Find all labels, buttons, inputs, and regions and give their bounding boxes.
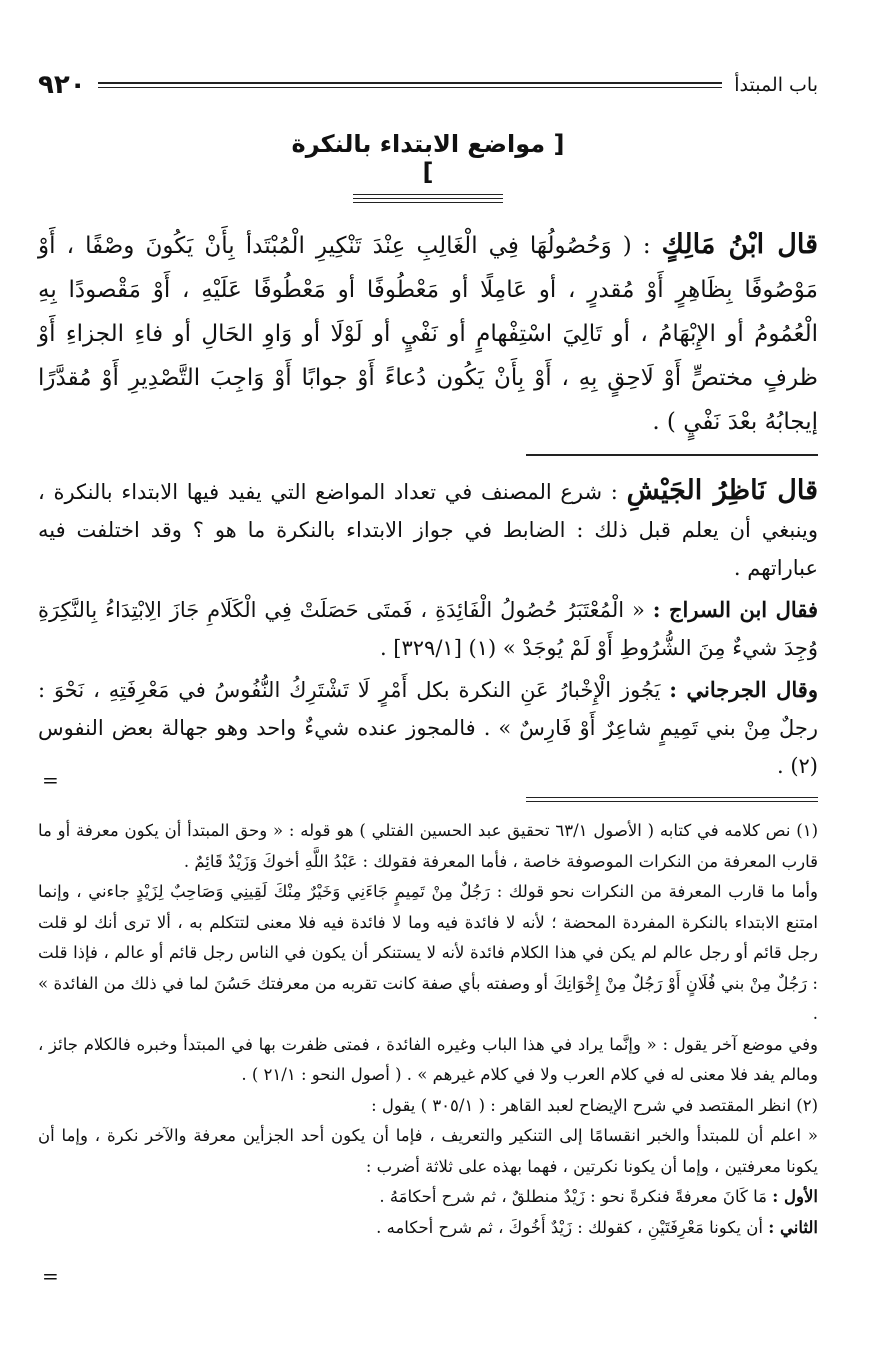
title-underline [353,194,503,203]
running-header [38,68,818,102]
page-number: ٩٢٠ [38,70,86,100]
matn-paragraph [38,223,818,444]
sharh-text-3: يَجُوز الْإِخْبارُ عَنِ النكرة بكل أَمْرٍ لَا تَشْتَرِكُ النُّفُوسُ في مَعْرِفَتِهِ ، نَحْوَ : رجلٌ مِنْ بني تَمِيمٍ شاعِرٌ أَوْ فَارِسٌ » . فالمجوز عنده شيءٌ واحد وهو جهالة بعض النفوس (٢) . [38,678,818,778]
margin-mark: = [42,1264,59,1288]
matn-text: : ( وَحُصُولُهَا فِي الْغَالِبِ عِنْدَ تَنْكِيرِ الْمُبْتَدأ بِأَنْ يَكُونَ وصْفًا ، أَوْ مَوْصُوفًا بِظَاهِرٍ أَوْ مُقدرٍ ، أو عَامِلًا أو مَعْطُوفًا أو مَعْطُوفًا عَلَيْهِ ، أَوْ مَقْصودًا بِهِ الْعُمُومُ أو الإِبْهَامُ ، أو تَالِيَ اسْتِفْهامٍ أو نَفْيٍ أو لَوْلَا أو وَاوِ الحَالِ أو فاءِ الجزاءِ أَوْ ظرفٍ مختصٍّ أَوْ لَاحِقٍ بِهِ ، أَوْ بِأَنْ يَكُون دُعاءً أَوْ جوابًا أَوْ وَاجِبَ التَّصْدِيرِ أَوْ مُقدَّرًا إيجابُهُ بعْدَ نَفْيٍ ) . [38,233,818,435]
header-rule [98,82,723,88]
footnote-line: « اعلم أن للمبتدأ والخبر انقسامًا إلى التنكير والتعريف ، فإما أن يكون أحد الجزأين معرفة والآخر نكرة ، وإما أن يكونا معرفتين ، وإما أن يكونا نكرتين ، فهما بهذه على ثلاثة أضرب : [38,1126,819,1176]
footnote-line: (١) نص كلامه في كتابه ( الأصول ٦٣/١ تحقيق عبد الحسين الفتلي ) هو قوله : « وحق المبتدأ أن يكون معرفة أو ما قارب المعرفة من النكرات الموصوفة خاصة ، فأما المعرفة فقولك : عَبْدُ اللَّهِ أخوكَ وَزَيْدٌ قَائِمٌ . [38,821,818,871]
footnote-line: وأما ما قارب المعرفة من النكرات نحو قولك : رَجُلٌ مِنْ تَمِيمٍ جَاءَنِي وَخَيْرٌ مِنْكَ لَقِينِي وَصَاحِبٌ لِزَيْدٍ جاءني ، وإنما امتنع الابتداء بالنكرة المفردة المحضة ؛ لأنه لا فائدة فيه وما لا فائدة فيه فلا معنى لتتكلم به ، ألا ترى أنك لو قلت رجل قائم أو رجل عالم لم يكن في هذا الكلام فائدة لأنه لا يستنكر أن يكون في الناس رجل قائم أو عالم ، فإذا قلت : رَجُلٌ مِنْ بني فُلَانٍ أَوْ رَجُلٌ مِنْ إِخْوَانِكَ أو وصفته بأي صفة كانت تقربه من معرفتك حَسُنَ لما في ذلك من الفائدة » . [38,882,818,1023]
footnote-separator [526,797,818,802]
sharh-lead-3: وقال الجرجاني : [669,677,818,702]
running-title: باب المبتدأ [734,74,818,96]
matn-block [38,223,818,444]
page [38,68,818,1243]
sharh-block [38,472,818,785]
footnote-line: (٢) انظر المقتصد في شرح الإيضاح لعبد القاهر : ( ٣٠٥/١ ) يقول : [371,1095,818,1115]
sharh-paragraph-3 [38,671,818,785]
footnotes [38,816,818,1243]
footnote-item-text: مَا كَانَ معرفةً فنكرةً نحو : زَيْدٌ منطلقٌ ، ثم شرح أحكامَهُ . [379,1187,767,1206]
footnote-item [38,1182,818,1213]
footnote-item-lead: الأول : [772,1187,818,1206]
sharh-speaker: قال نَاظِرُ الجَيْشِ [626,475,818,506]
sharh-text-2: « الْمُعْتَبَرُ حُصُولُ الْفَائِدَةِ ، فَمتَى حَصَلَتْ فِي الْكَلَامِ جَازَ الِابْتِدَاءُ بِالنَّكِرَةِ وُجِدَ شيءٌ مِنَ الشُّرُوطِ أَوْ لَمْ يُوجَدْ » (١) [٣٢٩/١] . [38,598,818,660]
sharh-paragraph-1 [38,472,818,587]
footnote-item [38,1213,818,1244]
section-title: [ مواضع الابتداء بالنكرة ] [291,130,565,186]
sharh-lead-2: فقال ابن السراج : [652,597,818,622]
sharh-text-1: : شرع المصنف في تعداد المواضع التي يفيد فيها الابتداء بالنكرة ، وينبغي أن يعلم قبل ذلك : الضابط في جواز الابتداء بالنكرة ما هو ؟ وقد اختلفت فيه عباراتهم . [38,480,818,580]
matn-separator [526,454,818,456]
footnote-item-text: أن يكونا مَعْرِفَتَيْنِ ، كقولك : زَيْدٌ أَخُوكَ ، ثم شرح أحكامه . [376,1217,763,1237]
footnote-item-lead: الثاني : [768,1217,818,1237]
footnote-line: وفي موضع آخر يقول : « وإنَّما يراد في هذا الباب وغيره الفائدة ، فمتى ظفرت بها في المبتدأ وخبره فالكلام جائز ، ومالم يفد فلا معنى له في كلام العرب ولا في كلام غيرهم » . ( أصول النحو : ٢١/١ ) . [38,1034,818,1084]
margin-mark: = [42,768,59,792]
matn-speaker: قال ابْنُ مَالِكٍ [661,229,819,260]
sharh-paragraph-2 [38,591,818,667]
